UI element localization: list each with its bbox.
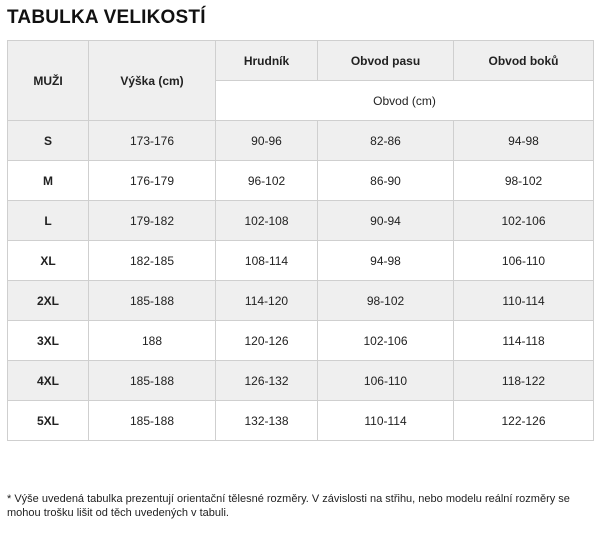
cell-chest: 114-120 [216,281,318,321]
cell-size: M [8,161,89,201]
table-body [8,121,594,441]
cell-hips: 122-126 [454,401,594,441]
cell-waist: 106-110 [318,361,454,401]
page-title: TABULKA VELIKOSTÍ [7,7,206,28]
cell-size: XL [8,241,89,281]
cell-hips: 114-118 [454,321,594,361]
cell-chest: 90-96 [216,121,318,161]
table-row [8,161,594,201]
size-chart-table [7,40,594,441]
header-circumference-unit: Obvod (cm) [216,81,594,121]
table-row [8,361,594,401]
cell-chest: 96-102 [216,161,318,201]
cell-height: 188 [89,321,216,361]
header-waist: Obvod pasu [318,41,454,81]
cell-waist: 98-102 [318,281,454,321]
cell-height: 173-176 [89,121,216,161]
cell-hips: 98-102 [454,161,594,201]
cell-hips: 102-106 [454,201,594,241]
cell-waist: 90-94 [318,201,454,241]
cell-height: 185-188 [89,361,216,401]
cell-waist: 94-98 [318,241,454,281]
cell-size: 2XL [8,281,89,321]
cell-size: S [8,121,89,161]
table-row [8,401,594,441]
cell-size: 3XL [8,321,89,361]
cell-height: 185-188 [89,281,216,321]
cell-height: 185-188 [89,401,216,441]
cell-height: 176-179 [89,161,216,201]
cell-chest: 108-114 [216,241,318,281]
header-section: MUŽI [8,41,89,121]
cell-chest: 132-138 [216,401,318,441]
cell-hips: 106-110 [454,241,594,281]
table-row [8,121,594,161]
table-row [8,321,594,361]
header-height: Výška (cm) [89,41,216,121]
cell-chest: 126-132 [216,361,318,401]
cell-hips: 110-114 [454,281,594,321]
cell-waist: 86-90 [318,161,454,201]
cell-size: L [8,201,89,241]
cell-size: 5XL [8,401,89,441]
header-hips: Obvod boků [454,41,594,81]
cell-chest: 102-108 [216,201,318,241]
table-row [8,241,594,281]
cell-hips: 118-122 [454,361,594,401]
cell-waist: 110-114 [318,401,454,441]
cell-height: 182-185 [89,241,216,281]
cell-height: 179-182 [89,201,216,241]
cell-waist: 102-106 [318,321,454,361]
footnote: * Výše uvedená tabulka prezentují orientační tělesné rozměry. V závislosti na střihu, nebo modelu reální rozměry se mohou trošku lišit od těch uvedených v tabuli. [7,493,570,519]
header-chest: Hrudník [216,41,318,81]
cell-hips: 94-98 [454,121,594,161]
cell-chest: 120-126 [216,321,318,361]
cell-size: 4XL [8,361,89,401]
table-row [8,201,594,241]
table-row [8,281,594,321]
cell-waist: 82-86 [318,121,454,161]
